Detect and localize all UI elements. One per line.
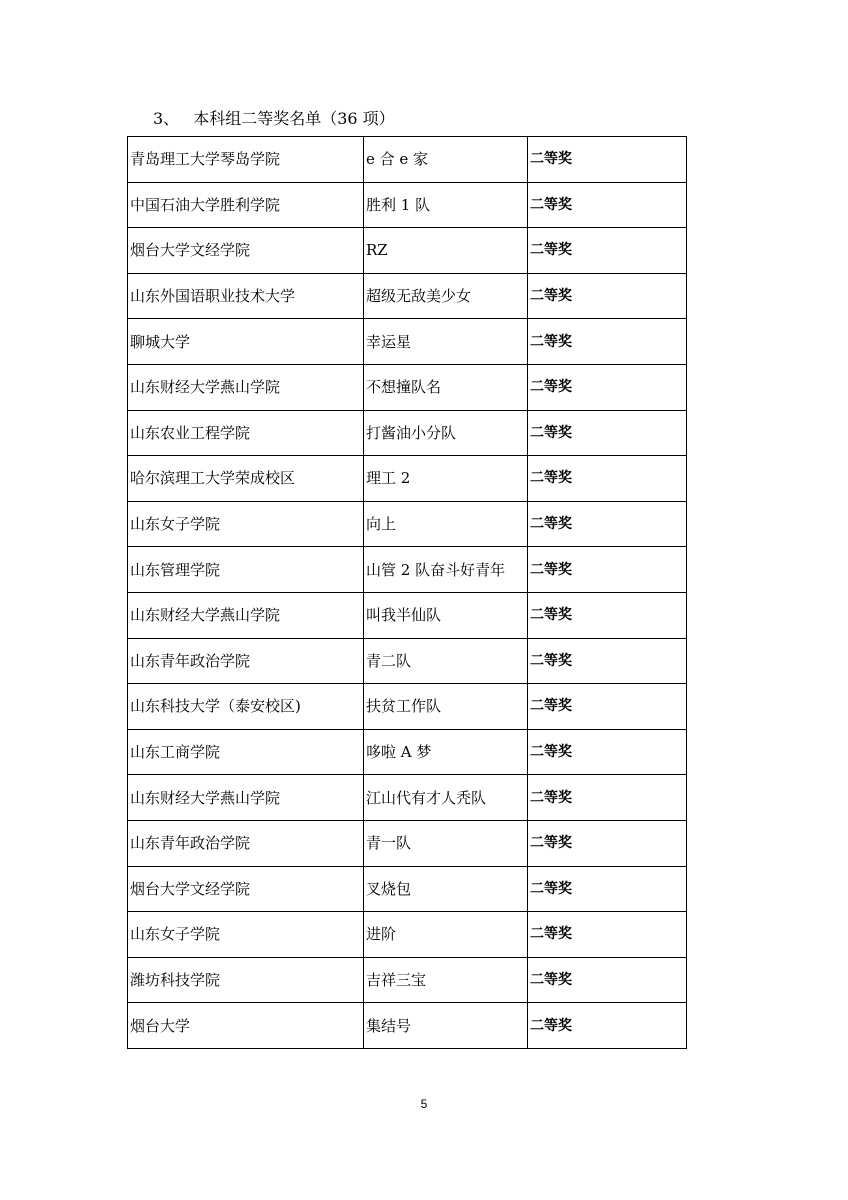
- school-cell: 山东外国语职业技术大学: [128, 273, 364, 319]
- table-row: [128, 182, 687, 228]
- school-cell: 潍坊科技学院: [128, 957, 364, 1003]
- school-cell: 山东青年政治学院: [128, 638, 364, 684]
- award-cell: 二等奖: [528, 228, 687, 274]
- table-row: [128, 456, 687, 502]
- team-cell: 向上: [364, 501, 528, 547]
- table-row: [128, 137, 687, 183]
- team-cell: RZ: [364, 228, 528, 274]
- section-title: 本科组二等奖名单（36 项）: [193, 109, 395, 128]
- school-cell: 山东农业工程学院: [128, 410, 364, 456]
- school-cell: 山东青年政治学院: [128, 820, 364, 866]
- award-cell: 二等奖: [528, 273, 687, 319]
- award-table: [127, 136, 687, 1049]
- award-cell: 二等奖: [528, 820, 687, 866]
- team-cell: 江山代有才人秃队: [364, 775, 528, 821]
- table-row: [128, 775, 687, 821]
- table-row: [128, 729, 687, 775]
- team-cell: 青二队: [364, 638, 528, 684]
- table-row: [128, 866, 687, 912]
- team-cell: 集结号: [364, 1003, 528, 1049]
- award-cell: 二等奖: [528, 319, 687, 365]
- school-cell: 烟台大学: [128, 1003, 364, 1049]
- team-cell: 打酱油小分队: [364, 410, 528, 456]
- table-row: [128, 319, 687, 365]
- team-cell: 不想撞队名: [364, 364, 528, 410]
- table-row: [128, 592, 687, 638]
- team-cell: 叉烧包: [364, 866, 528, 912]
- team-cell: 进阶: [364, 912, 528, 958]
- team-cell: 青一队: [364, 820, 528, 866]
- team-cell: 哆啦 A 梦: [364, 729, 528, 775]
- school-cell: 烟台大学文经学院: [128, 228, 364, 274]
- team-cell: 超级无敌美少女: [364, 273, 528, 319]
- school-cell: 山东财经大学燕山学院: [128, 592, 364, 638]
- school-cell: 山东科技大学（泰安校区): [128, 684, 364, 730]
- award-cell: 二等奖: [528, 410, 687, 456]
- team-cell: 山管 2 队奋斗好青年: [364, 547, 528, 593]
- school-cell: 山东女子学院: [128, 501, 364, 547]
- award-cell: 二等奖: [528, 638, 687, 684]
- school-cell: 青岛理工大学琴岛学院: [128, 137, 364, 183]
- team-cell: 理工 2: [364, 456, 528, 502]
- school-cell: 山东财经大学燕山学院: [128, 364, 364, 410]
- school-cell: 哈尔滨理工大学荣成校区: [128, 456, 364, 502]
- table-row: [128, 410, 687, 456]
- award-cell: 二等奖: [528, 684, 687, 730]
- section-number: 3、: [153, 109, 180, 128]
- table-row: [128, 273, 687, 319]
- table-row: [128, 684, 687, 730]
- school-cell: 聊城大学: [128, 319, 364, 365]
- award-cell: 二等奖: [528, 912, 687, 958]
- team-cell: e 合 e 家: [364, 137, 528, 183]
- team-cell: 吉祥三宝: [364, 957, 528, 1003]
- award-cell: 二等奖: [528, 456, 687, 502]
- award-cell: 二等奖: [528, 592, 687, 638]
- table-row: [128, 501, 687, 547]
- team-cell: 胜利 1 队: [364, 182, 528, 228]
- award-cell: 二等奖: [528, 501, 687, 547]
- table-row: [128, 228, 687, 274]
- award-cell: 二等奖: [528, 182, 687, 228]
- award-cell: 二等奖: [528, 547, 687, 593]
- section-heading: [153, 109, 395, 129]
- team-cell: 扶贫工作队: [364, 684, 528, 730]
- school-cell: 山东女子学院: [128, 912, 364, 958]
- table-row: [128, 957, 687, 1003]
- school-cell: 山东管理学院: [128, 547, 364, 593]
- award-cell: 二等奖: [528, 1003, 687, 1049]
- team-cell: 幸运星: [364, 319, 528, 365]
- school-cell: 山东工商学院: [128, 729, 364, 775]
- table-row: [128, 547, 687, 593]
- team-cell: 叫我半仙队: [364, 592, 528, 638]
- award-cell: 二等奖: [528, 137, 687, 183]
- table-row: [128, 364, 687, 410]
- school-cell: 烟台大学文经学院: [128, 866, 364, 912]
- award-cell: 二等奖: [528, 775, 687, 821]
- table-row: [128, 1003, 687, 1049]
- school-cell: 中国石油大学胜利学院: [128, 182, 364, 228]
- award-cell: 二等奖: [528, 866, 687, 912]
- school-cell: 山东财经大学燕山学院: [128, 775, 364, 821]
- table-row: [128, 820, 687, 866]
- table-row: [128, 638, 687, 684]
- award-cell: 二等奖: [528, 729, 687, 775]
- award-cell: 二等奖: [528, 957, 687, 1003]
- award-cell: 二等奖: [528, 364, 687, 410]
- page-number: 5: [420, 1097, 428, 1111]
- table-row: [128, 912, 687, 958]
- award-table-body: [128, 137, 687, 1049]
